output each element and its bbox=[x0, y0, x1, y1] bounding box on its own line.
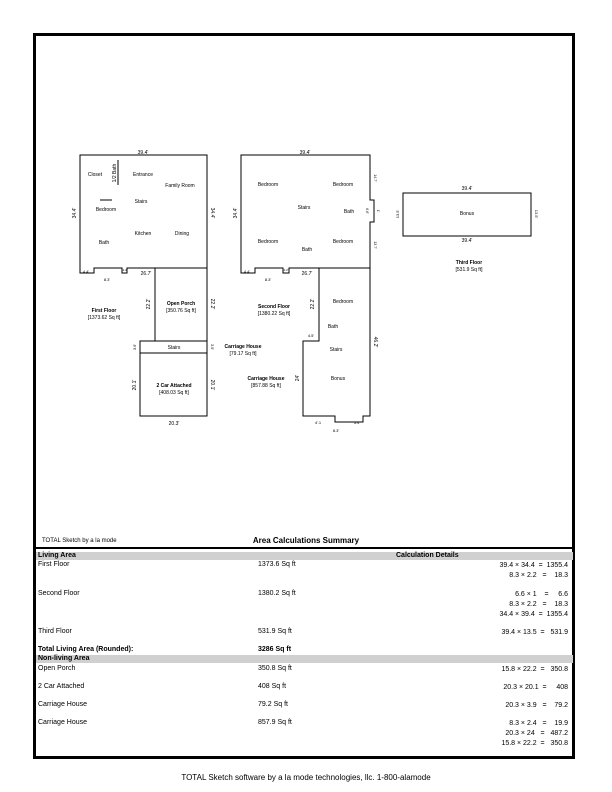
sf-room-bedroom4: Bedroom bbox=[332, 239, 354, 245]
sf-room-bath: Bath bbox=[343, 209, 355, 215]
tf-width-bottom: 39.4' bbox=[461, 238, 473, 244]
cu-room-bedroom: Bedroom bbox=[332, 299, 354, 305]
nonliving-area-label: Non-living Area bbox=[38, 655, 90, 662]
cu-bottom-mid: 8.3' bbox=[332, 428, 340, 433]
cu-title: Carriage House bbox=[247, 376, 285, 382]
area-calculations-table bbox=[36, 547, 573, 757]
total-value: 3286 Sq ft bbox=[258, 646, 292, 653]
ff-left-label: 34.4' bbox=[72, 207, 78, 219]
sf-title: Second Floor bbox=[258, 304, 290, 310]
total-label: Total Living Area (Rounded): bbox=[38, 646, 134, 653]
ff-jog-bottom: 8.3' bbox=[103, 277, 111, 282]
cu-room-bath: Bath bbox=[327, 324, 339, 330]
ff-jog-left: 4.4' bbox=[82, 269, 90, 274]
row-details: 39.4 × 13.5 = 531.9 bbox=[501, 629, 568, 636]
sf-room-stairs: Stairs bbox=[297, 205, 311, 211]
porch-right-label: 22.2' bbox=[209, 298, 215, 310]
row-area: 79.2 Sq ft bbox=[258, 701, 288, 708]
garage-left-label: 20.1' bbox=[132, 379, 138, 391]
row-details: 20.3 × 20.1 = 408 bbox=[503, 684, 568, 691]
calculation-details-label: Calculation Details bbox=[396, 552, 459, 559]
row-area: 531.9 Sq ft bbox=[258, 628, 292, 635]
summary-title: Area Calculations Summary bbox=[252, 536, 360, 545]
garage-bottom-label: 20.3' bbox=[168, 421, 180, 427]
ff-room-entrance: Entrance bbox=[132, 172, 154, 178]
cu-left-label: 22.2' bbox=[310, 298, 316, 310]
row-name: Third Floor bbox=[38, 628, 72, 635]
sf-bottom-label: 26.7' bbox=[301, 271, 313, 277]
row-area: 1373.6 Sq ft bbox=[258, 561, 296, 568]
cu-room-stairs: Stairs bbox=[329, 347, 343, 353]
cu-left-low: 24' bbox=[295, 374, 301, 382]
row-details: 15.8 × 22.2 = 350.8 bbox=[501, 666, 568, 673]
ff-width-label: 39.4' bbox=[137, 150, 149, 156]
sf-width-label: 39.4' bbox=[299, 150, 311, 156]
row-name: 2 Car Attached bbox=[38, 683, 85, 690]
sf-right-top: 14.7' bbox=[373, 174, 377, 182]
garage-right-label: 20.1' bbox=[209, 379, 215, 391]
sf-right-bottom: 13.7' bbox=[373, 241, 377, 249]
tf-room: Bonus bbox=[459, 211, 475, 217]
cu-right-label: 46.2' bbox=[372, 336, 378, 348]
cs-area: [79.17 Sq ft] bbox=[229, 351, 257, 357]
living-area-label: Living Area bbox=[38, 552, 76, 559]
tf-area: [531.9 Sq ft] bbox=[455, 267, 483, 273]
ff-area: [1373.62 Sq ft] bbox=[87, 315, 121, 321]
sf-jog-small: 2.2' bbox=[283, 268, 289, 272]
ff-room-dining: Dining bbox=[174, 231, 190, 237]
ff-room-family: Family Room bbox=[165, 183, 195, 189]
ff-title: First Floor bbox=[91, 308, 117, 314]
row-details: 8.3 × 2.4 = 19.9 20.3 × 24 = 487.2 15.8 × 22.2 = 350.8 bbox=[501, 720, 568, 747]
row-details: 20.3 × 3.9 = 79.2 bbox=[505, 702, 568, 709]
ff-right-label: 34.4' bbox=[209, 207, 215, 219]
ff-room-half-bath: 1/2 Bath bbox=[112, 163, 118, 183]
sf-jog-left: 4.4' bbox=[243, 269, 251, 274]
tf-left-label: 13.5' bbox=[395, 209, 400, 219]
cu-step-label: 4.5' bbox=[307, 333, 315, 338]
row-details: 39.4 × 34.4 = 1355.4 8.3 × 2.2 = 18.3 bbox=[499, 562, 568, 579]
porch-title: Open Porch bbox=[166, 301, 196, 307]
row-area: 408 Sq ft bbox=[258, 683, 287, 690]
cu-area: [857.88 Sq ft] bbox=[251, 383, 281, 389]
cu-bottom-left: 4'.1 bbox=[314, 420, 322, 425]
sf-bay-left: 6.6' bbox=[365, 208, 369, 214]
row-area: 350.8 Sq ft bbox=[258, 665, 292, 672]
cu-room-bonus: Bonus bbox=[330, 376, 346, 382]
garage-title: 2 Car Attached bbox=[156, 383, 192, 389]
porch-area: [350.76 Sq ft] bbox=[166, 308, 196, 314]
row-name: Carriage House bbox=[38, 701, 88, 708]
row-area: 857.9 Sq ft bbox=[258, 719, 292, 726]
ff-room-bedroom: Bedroom bbox=[95, 207, 117, 213]
porch-left-label: 22.2' bbox=[146, 298, 152, 310]
cs-right-label: 3.9' bbox=[210, 343, 215, 351]
sf-room-bedroom2: Bedroom bbox=[332, 182, 354, 188]
sf-room-bedroom3: Bedroom bbox=[257, 239, 279, 245]
sketch-credit: TOTAL Sketch by a la mode bbox=[42, 538, 117, 544]
tf-width-top: 39.4' bbox=[461, 186, 473, 192]
carriage-upper-outline bbox=[303, 268, 370, 422]
sf-room-bedroom1: Bedroom bbox=[257, 182, 279, 188]
ff-room-kitchen: Kitchen bbox=[134, 231, 152, 237]
tf-right-label: 13.5' bbox=[534, 209, 539, 219]
sf-room-bath2: Bath bbox=[301, 247, 313, 253]
cu-bottom-right: 5.4' bbox=[353, 420, 361, 425]
sf-jog-bottom: 8.3' bbox=[264, 277, 272, 282]
ff-jog-small: 2.2' bbox=[122, 268, 128, 272]
ff-bottom-label: 26.7' bbox=[140, 271, 152, 277]
living-area-header bbox=[36, 552, 573, 560]
ff-room-closet: Closet bbox=[87, 172, 103, 178]
row-name: First Floor bbox=[38, 561, 70, 568]
cs-room: Stairs bbox=[167, 345, 181, 351]
cs-left-label: 3.9' bbox=[132, 343, 137, 351]
ff-room-stairs: Stairs bbox=[134, 199, 148, 205]
row-name: Carriage House bbox=[38, 719, 88, 726]
row-name: Second Floor bbox=[38, 590, 80, 597]
sf-area: [1380.22 Sq ft] bbox=[257, 311, 291, 317]
row-details: 6.6 × 1 = 6.6 8.3 × 2.2 = 18.3 34.4 × 39.4 = 1355.4 bbox=[499, 591, 568, 618]
garage-area: [408.03 Sq ft] bbox=[159, 390, 189, 396]
nonliving-area-header bbox=[36, 655, 573, 663]
page-footer: TOTAL Sketch software by a la mode technologies, llc. 1-800-alamode bbox=[181, 773, 431, 782]
sf-left-label: 34.4' bbox=[233, 207, 239, 219]
ff-room-bath: Bath bbox=[98, 240, 110, 246]
row-area: 1380.2 Sq ft bbox=[258, 590, 296, 597]
sf-bay-right: 1' bbox=[376, 209, 380, 213]
cs-title: Carriage House bbox=[224, 344, 262, 350]
tf-title: Third Floor bbox=[455, 260, 483, 266]
row-name: Open Porch bbox=[38, 665, 76, 672]
